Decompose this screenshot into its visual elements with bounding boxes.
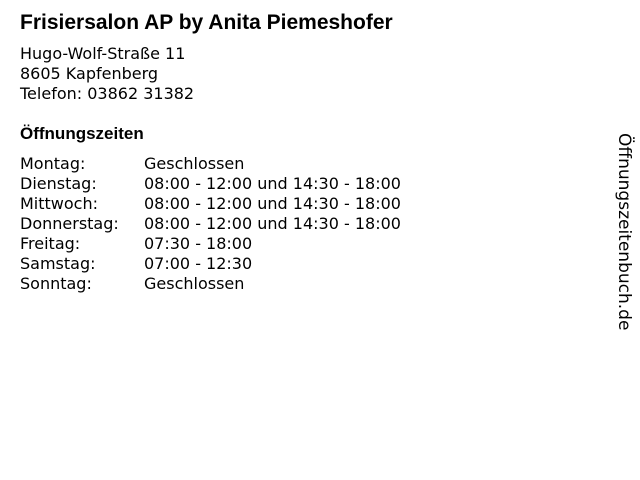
hours-value: 08:00 - 12:00 und 14:30 - 18:00 [144, 214, 401, 233]
hours-value: Geschlossen [144, 154, 245, 173]
day-label: Montag: [20, 154, 86, 173]
day-label: Dienstag: [20, 174, 97, 193]
opening-hours-heading: Öffnungszeiten [20, 124, 144, 143]
phone-number: Telefon: 03862 31382 [20, 84, 195, 103]
day-label: Mittwoch: [20, 194, 98, 213]
day-label: Freitag: [20, 234, 81, 253]
hours-value: 07:00 - 12:30 [144, 254, 253, 273]
day-label: Samstag: [20, 254, 96, 273]
street-address: Hugo-Wolf-Straße 11 [20, 44, 186, 63]
hours-row-friday [20, 234, 401, 254]
site-watermark: Öffnungszeitenbuch.de [614, 133, 634, 331]
hours-row-saturday [20, 254, 401, 274]
hours-row-wednesday [20, 194, 401, 214]
hours-value: Geschlossen [144, 274, 245, 293]
opening-hours-table [20, 154, 401, 294]
hours-row-thursday [20, 214, 401, 234]
business-address [20, 44, 194, 104]
hours-row-sunday [20, 274, 401, 294]
city: 8605 Kapfenberg [20, 64, 159, 83]
hours-row-tuesday [20, 174, 401, 194]
hours-value: 07:30 - 18:00 [144, 234, 253, 253]
hours-value: 08:00 - 12:00 und 14:30 - 18:00 [144, 194, 401, 213]
day-label: Sonntag: [20, 274, 92, 293]
day-label: Donnerstag: [20, 214, 119, 233]
business-name: Frisiersalon AP by Anita Piemeshofer [20, 11, 393, 34]
hours-value: 08:00 - 12:00 und 14:30 - 18:00 [144, 174, 401, 193]
hours-row-monday [20, 154, 401, 174]
